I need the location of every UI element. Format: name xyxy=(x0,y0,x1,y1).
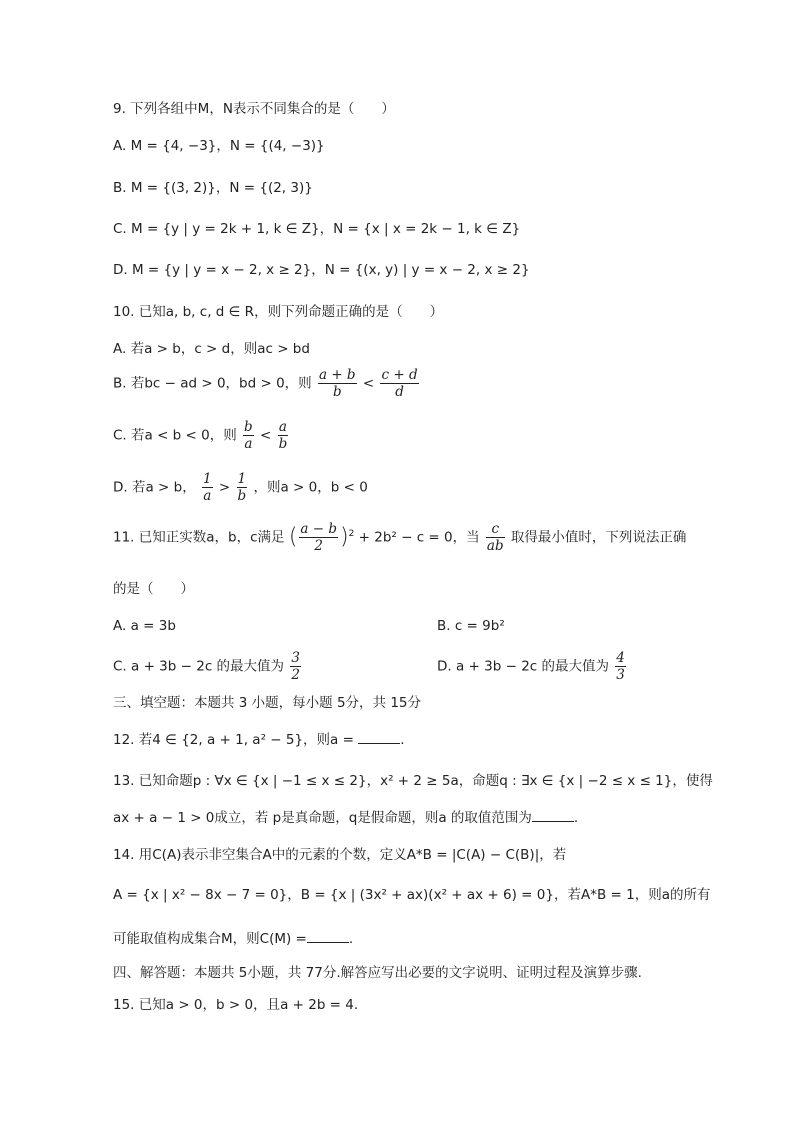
q11-stem-text: 11. 已知正实数a，b，c满足 xyxy=(113,529,285,546)
q10-option-d xyxy=(113,471,368,504)
denominator: b xyxy=(278,436,288,452)
q11-stem xyxy=(113,521,686,554)
section-3-heading: 三、填空题：本题共 3 小题，每小题 5分，共 15分 xyxy=(113,695,422,711)
q11-stem-line2: 的是（ ） xyxy=(113,581,194,597)
q11-stem-mid: + 2b² − c = 0，当 xyxy=(358,529,480,546)
numerator: a − b xyxy=(300,521,338,537)
q10-option-c-text: C. 若a < b < 0，则 xyxy=(113,427,237,444)
q13-line1: 13. 已知命题p : ∀x ∈ {x | −1 ≤ x ≤ 2}，x² + 2 ≥ 5a，命题q : ∃x ∈ {x | −2 ≤ x ≤ 1}，使得 xyxy=(113,773,713,789)
q10-option-c xyxy=(113,419,290,452)
q9-option-d: D. M = {y | y = x − 2, x ≥ 2}，N = {(x, y) | y = x − 2, x ≥ 2} xyxy=(113,262,530,278)
denominator: a xyxy=(203,488,212,504)
fraction xyxy=(278,419,289,452)
relation: < xyxy=(259,427,272,444)
q11-option-a: A. a = 3b xyxy=(113,618,176,634)
fraction xyxy=(237,471,248,504)
q13-line2-text: ax + a − 1 > 0成立，若 p是真命题，q是假命题，则a 的取值范围为 xyxy=(113,810,532,826)
right-paren: ) xyxy=(340,524,349,550)
q10-option-a: A. 若a > b，c > d，则ac > bd xyxy=(113,341,310,357)
numerator: c xyxy=(486,521,505,538)
section-4-heading: 四、解答题：本题共 5小题，共 77分.解答应写出必要的文字说明、证明过程及演算步骤. xyxy=(113,965,642,981)
q12-tail: . xyxy=(400,732,405,748)
q11-option-d xyxy=(437,650,628,683)
answer-blank[interactable] xyxy=(532,807,574,822)
numerator: a + b xyxy=(318,367,356,383)
q9-option-a: A. M = {4, −3}，N = {(4, −3)} xyxy=(113,138,325,154)
fraction xyxy=(290,650,301,683)
q10-option-d-tail: ，则a > 0，b < 0 xyxy=(253,479,368,496)
denominator: 3 xyxy=(616,667,625,683)
q14-line3 xyxy=(113,928,353,949)
q9-option-b: B. M = {(3, 2)}，N = {(2, 3)} xyxy=(113,180,313,196)
q13-line2 xyxy=(113,807,578,828)
q11-option-c xyxy=(113,650,303,683)
denominator: b xyxy=(332,384,342,400)
q12 xyxy=(113,729,405,750)
q14-tail: . xyxy=(348,931,354,947)
numerator: 4 xyxy=(616,650,625,666)
q11-stem-tail: 取得最小值时，下列说法正确 xyxy=(510,529,687,546)
q9-option-c: C. M = {y | y = 2k + 1, k ∈ Z}，N = {x | x = 2k − 1, k ∈ Z} xyxy=(113,221,521,237)
exponent: 2 xyxy=(348,529,355,539)
q11-option-d-text: D. a + 3b − 2c 的最大值为 xyxy=(437,658,609,675)
relation: < xyxy=(362,375,375,392)
fraction xyxy=(202,471,213,504)
denominator: ab xyxy=(486,538,504,554)
q13-tail: . xyxy=(573,810,579,826)
denominator: a xyxy=(244,436,253,452)
q10-option-d-text: D. 若a > b， xyxy=(113,479,196,496)
q10-stem: 10. 已知a, b, c, d ∈ R，则下列命题正确的是（ ） xyxy=(113,304,444,320)
answer-blank[interactable] xyxy=(307,928,349,943)
numerator: b xyxy=(244,419,253,435)
q11-option-b: B. c = 9b² xyxy=(437,618,505,634)
numerator: a xyxy=(278,419,287,435)
q14-line2: A = {x | x² − 8x − 7 = 0}，B = {x | (3x² + ax)(x² + ax + 6) = 0}，若A*B = 1，则a的所有 xyxy=(113,887,711,903)
numerator: 1 xyxy=(237,471,247,487)
numerator: 3 xyxy=(291,650,300,666)
q11-option-c-text: C. a + 3b − 2c 的最大值为 xyxy=(113,658,285,675)
fraction xyxy=(299,521,338,554)
numerator: 1 xyxy=(203,471,212,487)
answer-blank[interactable] xyxy=(358,729,400,744)
denominator: 2 xyxy=(291,667,300,683)
q14-line1: 14. 用C(A)表示非空集合A中的元素的个数，定义A*B = |C(A) − C(B)|，若 xyxy=(113,847,567,863)
q12-text: 12. 若4 ∈ {2, a + 1, a² − 5}，则a = xyxy=(113,732,354,748)
q9-stem: 9. 下列各组中M，N表示不同集合的是（ ） xyxy=(113,101,395,117)
q15-stem: 15. 已知a > 0，b > 0，且a + 2b = 4. xyxy=(113,997,359,1013)
q10-option-b-text: B. 若bc − ad > 0，bd > 0，则 xyxy=(113,375,312,392)
fraction xyxy=(243,419,254,452)
left-paren: ( xyxy=(288,524,298,550)
relation: > xyxy=(218,479,231,496)
denominator: 2 xyxy=(314,538,324,554)
q10-option-b xyxy=(113,367,421,400)
denominator: d xyxy=(395,384,404,400)
fraction xyxy=(615,650,626,683)
q14-line3-text: 可能取值构成集合M，则C(M) = xyxy=(113,931,307,947)
fraction xyxy=(318,367,357,400)
fraction xyxy=(486,521,505,554)
numerator: c + d xyxy=(381,367,418,383)
denominator: b xyxy=(237,488,247,504)
fraction xyxy=(380,367,418,400)
